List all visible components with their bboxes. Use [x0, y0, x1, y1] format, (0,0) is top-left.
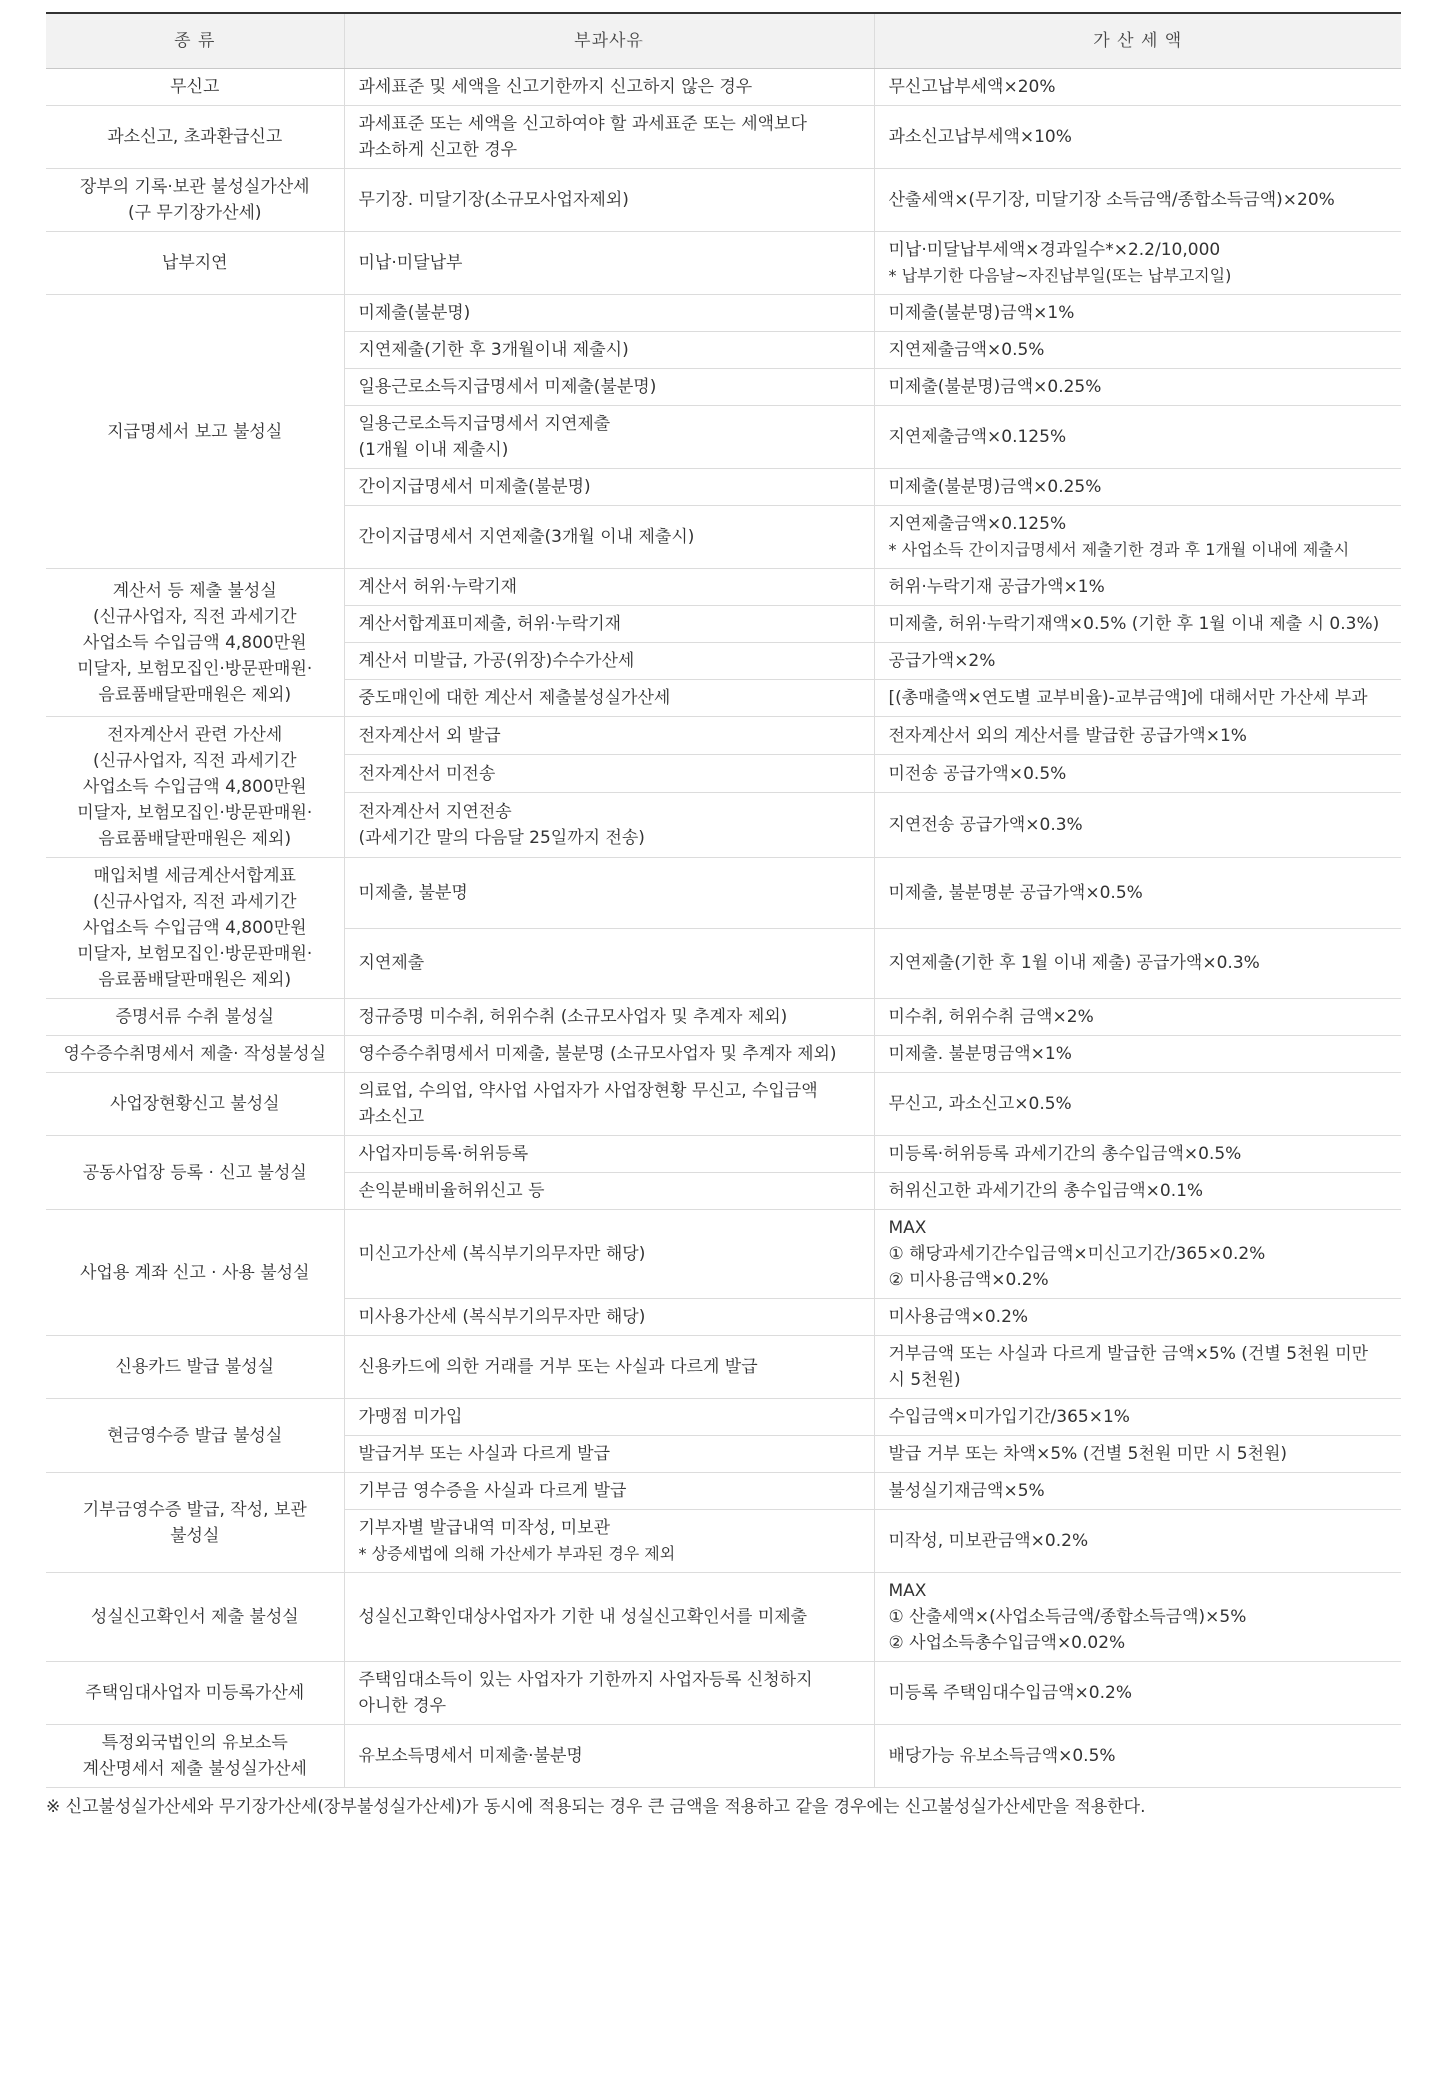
category-cell: [46, 295, 344, 569]
text-line: 무신고납부세액×20%: [888, 77, 1056, 97]
amount-cell: [874, 680, 1401, 717]
text-line: 손익분배비율허위신고 등: [358, 1181, 545, 1201]
reason-cell: [344, 680, 874, 717]
text-line: 주택임대사업자 미등록가산세: [85, 1683, 305, 1703]
text-line: 수입금액×미가입기간/365×1%: [888, 1407, 1130, 1427]
text-line: 영수증수취명세서 미제출, 불분명 (소규모사업자 및 추계자 제외): [358, 1044, 837, 1064]
text-line: ② 미사용금액×0.2%: [888, 1270, 1049, 1290]
amount-cell: [874, 1573, 1401, 1662]
table-header-row: [46, 13, 1401, 69]
table-row: [46, 69, 1401, 106]
text-line: 성실신고확인대상사업자가 기한 내 성실신고확인서를 미제출: [358, 1607, 808, 1627]
table-row: [46, 295, 1401, 332]
reason-cell: [344, 332, 874, 369]
reason-cell: [344, 793, 874, 858]
text-line: 미수취, 허위수취 금액×2%: [888, 1007, 1094, 1027]
text-line: 미제출, 허위·누락기재액×0.5% (기한 후 1월 이내 제출 시 0.3%): [888, 614, 1380, 634]
text-line: 계산서합계표미제출, 허위·누락기재: [358, 614, 622, 634]
category-cell: [46, 169, 344, 232]
header-reason: 부과사유: [344, 13, 874, 69]
category-cell: [46, 717, 344, 858]
amount-cell: [874, 793, 1401, 858]
table-body: [46, 69, 1401, 1788]
note-line: * 납부기한 다음날~자진납부일(또는 납부고지일): [888, 266, 1232, 285]
table-row: [46, 1662, 1401, 1725]
category-cell: [46, 569, 344, 717]
note-line: * 사업소득 간이지급명세서 제출기한 경과 후 1개월 이내에 제출시: [888, 540, 1350, 559]
category-cell: [46, 1662, 344, 1725]
amount-cell: [874, 1510, 1401, 1573]
text-line: 미제출, 불분명: [358, 882, 468, 903]
text-line: 과세표준 및 세액을 신고기한까지 신고하지 않은 경우: [358, 77, 753, 97]
reason-cell: [344, 1173, 874, 1210]
text-line: 공급가액×2%: [888, 651, 996, 671]
reason-cell: [344, 928, 874, 999]
reason-cell: [344, 717, 874, 755]
text-line: 미제출(불분명)금액×0.25%: [888, 477, 1102, 497]
text-line: 지연제출금액×0.5%: [888, 340, 1045, 360]
text-line: 과세표준 또는 세액을 신고하여야 할 과세표준 또는 세액보다 과소하게 신고한 경우: [358, 114, 807, 160]
reason-cell: [344, 858, 874, 929]
reason-cell: [344, 1473, 874, 1510]
amount-cell: [874, 1299, 1401, 1336]
text-line: 지연제출금액×0.125%: [888, 514, 1067, 534]
text-line: 지연제출금액×0.125%: [888, 427, 1067, 447]
text-line: 미납·미달납부세액×경과일수*×2.2/10,000: [888, 240, 1221, 260]
reason-cell: [344, 1336, 874, 1399]
amount-cell: [874, 1336, 1401, 1399]
text-line: 미제출, 불분명분 공급가액×0.5%: [888, 882, 1143, 903]
reason-cell: [344, 1036, 874, 1073]
amount-cell: [874, 1173, 1401, 1210]
text-line: MAX: [888, 1218, 927, 1238]
reason-cell: [344, 406, 874, 469]
amount-cell: [874, 506, 1401, 569]
text-line: MAX: [888, 1581, 927, 1601]
category-cell: [46, 1725, 344, 1788]
table-row: [46, 1336, 1401, 1399]
table-row: [46, 858, 1401, 929]
amount-cell: [874, 295, 1401, 332]
table-row: [46, 1573, 1401, 1662]
text-line: 무신고, 과소신고×0.5%: [888, 1094, 1072, 1114]
table-row: [46, 1725, 1401, 1788]
text-line: 지연전송 공급가액×0.3%: [888, 815, 1083, 836]
text-line: 미신고가산세 (복식부기의무자만 해당): [358, 1244, 646, 1264]
reason-cell: [344, 1210, 874, 1299]
text-line: 불성실기재금액×5%: [888, 1481, 1045, 1501]
category-cell: [46, 1136, 344, 1210]
table-row: [46, 1036, 1401, 1073]
reason-cell: [344, 69, 874, 106]
amount-cell: [874, 1725, 1401, 1788]
text-line: 발급 거부 또는 차액×5% (건별 5천원 미만 시 5천원): [888, 1444, 1288, 1464]
table-row: [46, 232, 1401, 295]
amount-cell: [874, 406, 1401, 469]
text-line: 미제출(불분명)금액×1%: [888, 303, 1075, 323]
category-cell: [46, 999, 344, 1036]
amount-cell: [874, 999, 1401, 1036]
text-line: 미납·미달납부: [358, 253, 463, 273]
reason-cell: [344, 169, 874, 232]
category-cell: [46, 1473, 344, 1573]
text-line: 거부금액 또는 사실과 다르게 발급한 금액×5% (건별 5천원 미만 시 5천원): [888, 1344, 1369, 1390]
table-row: [46, 1136, 1401, 1173]
reason-cell: [344, 469, 874, 506]
reason-cell: [344, 999, 874, 1036]
category-cell: [46, 1036, 344, 1073]
text-line: 주택임대소득이 있는 사업자가 기한까지 사업자등록 신청하지 아니한 경우: [358, 1670, 813, 1716]
reason-cell: [344, 606, 874, 643]
text-line: 유보소득명세서 미제출·불분명: [358, 1746, 583, 1766]
text-line: 전자계산서 관련 가산세: [107, 725, 283, 745]
text-line: 지급명세서 보고 불성실: [107, 421, 283, 442]
text-line: 사업용 계좌 신고 · 사용 불성실: [80, 1262, 310, 1283]
text-line: 발급거부 또는 사실과 다르게 발급: [358, 1444, 611, 1464]
text-line: 미제출(불분명): [358, 303, 471, 323]
text-line: 현금영수증 발급 불성실: [107, 1425, 283, 1446]
text-line: 계산서 미발급, 가공(위장)수수가산세: [358, 651, 635, 671]
text-line: 간이지급명세서 지연제출(3개월 이내 제출시): [358, 527, 695, 547]
text-line: 산출세액×(무기장, 미달기장 소득금액/종합소득금액)×20%: [888, 190, 1335, 210]
text-line: 미작성, 미보관금액×0.2%: [888, 1531, 1089, 1551]
text-line: (구 무기장가산세): [127, 203, 262, 223]
text-line: 전자계산서 미전송: [358, 763, 496, 784]
amount-cell: [874, 1399, 1401, 1436]
text-line: 지연제출(기한 후 3개월이내 제출시): [358, 340, 629, 360]
reason-cell: [344, 295, 874, 332]
text-line: 간이지급명세서 미제출(불분명): [358, 477, 591, 497]
header-amount: 가 산 세 액: [874, 13, 1401, 69]
amount-cell: [874, 232, 1401, 295]
amount-cell: [874, 1036, 1401, 1073]
text-line: 과소신고납부세액×10%: [888, 127, 1072, 147]
note-line: * 상증세법에 의해 가산세가 부과된 경우 제외: [358, 1544, 676, 1563]
text-line: ② 사업소득총수입금액×0.02%: [888, 1633, 1126, 1653]
reason-cell: [344, 1436, 874, 1473]
footer-note: ※ 신고불성실가산세와 무기장가산세(장부불성실가산세)가 동시에 적용되는 경우 큰 금액을 적용하고 같을 경우에는 신고불성실가산세만을 적용한다.: [46, 1797, 1146, 1817]
text-line: 일용근로소득지급명세서 지연제출: [358, 414, 611, 434]
amount-cell: [874, 332, 1401, 369]
text-line: 무기장. 미달기장(소규모사업자제외): [358, 190, 629, 210]
text-line: 기부금 영수증을 사실과 다르게 발급: [358, 1481, 627, 1501]
text-line: 전자계산서 외의 계산서를 발급한 공급가액×1%: [888, 725, 1247, 746]
text-line: 무신고: [170, 77, 220, 97]
text-line: 사업자미등록·허위등록: [358, 1144, 529, 1164]
amount-cell: [874, 469, 1401, 506]
text-line: 정규증명 미수취, 허위수취 (소규모사업자 및 추계자 제외): [358, 1007, 788, 1027]
header-category: 종 류: [46, 13, 344, 69]
text-line: 허위·누락기재 공급가액×1%: [888, 577, 1105, 597]
text-line: 미전송 공급가액×0.5%: [888, 763, 1067, 784]
text-line: 영수증수취명세서 제출· 작성불성실: [63, 1044, 327, 1064]
text-line: 미등록 주택임대수입금액×0.2%: [888, 1683, 1132, 1703]
category-cell: [46, 106, 344, 169]
text-line: 기부자별 발급내역 미작성, 미보관: [358, 1518, 611, 1538]
text-line: 성실신고확인서 제출 불성실: [90, 1607, 299, 1627]
category-cell: [46, 1399, 344, 1473]
table-row: [46, 1210, 1401, 1299]
table-row: [46, 169, 1401, 232]
text-line: (신규사업자, 직전 과세기간 사업소득 수입금액 4,800만원 미달자, 보험모집인·방문판매원·음료품배달판매원은 제외): [77, 892, 313, 990]
table-row: [46, 106, 1401, 169]
text-line: 지연제출: [358, 953, 425, 974]
category-cell: [46, 1210, 344, 1336]
reason-cell: [344, 1725, 874, 1788]
amount-cell: [874, 717, 1401, 755]
text-line: 사업장현황신고 불성실: [109, 1094, 280, 1114]
reason-cell: [344, 1573, 874, 1662]
reason-cell: [344, 643, 874, 680]
reason-cell: [344, 1136, 874, 1173]
reason-cell: [344, 755, 874, 793]
text-line: 공동사업장 등록 · 신고 불성실: [82, 1162, 307, 1183]
text-line: 미제출(불분명)금액×0.25%: [888, 377, 1102, 397]
amount-cell: [874, 106, 1401, 169]
table-row: [46, 999, 1401, 1036]
text-line: [(총매출액×연도별 교부비율)-교부금액]에 대해서만 가산세 부과: [888, 688, 1368, 708]
table-row: [46, 1073, 1401, 1136]
text-line: (신규사업자, 직전 과세기간 사업소득 수입금액 4,800만원 미달자, 보험모집인·방문판매원·음료품배달판매원은 제외): [77, 606, 313, 705]
table-row: [46, 717, 1401, 755]
amount-cell: [874, 1436, 1401, 1473]
text-line: 특정외국법인의 유보소득 계산명세서 제출 불성실가산세: [82, 1733, 307, 1779]
category-cell: [46, 1073, 344, 1136]
amount-cell: [874, 1136, 1401, 1173]
amount-cell: [874, 928, 1401, 999]
amount-cell: [874, 1210, 1401, 1299]
amount-cell: [874, 569, 1401, 606]
reason-cell: [344, 106, 874, 169]
amount-cell: [874, 69, 1401, 106]
category-cell: [46, 232, 344, 295]
text-line: 계산서 허위·누락기재: [358, 577, 518, 597]
reason-cell: [344, 1662, 874, 1725]
text-line: 지연제출(기한 후 1월 이내 제출) 공급가액×0.3%: [888, 953, 1260, 974]
text-line: 배당가능 유보소득금액×0.5%: [888, 1746, 1116, 1766]
text-line: 의료업, 수의업, 약사업 사업자가 사업장현황 무신고, 수입금액 과소신고: [358, 1081, 818, 1127]
text-line: 기부금영수증 발급, 작성, 보관 불성실: [82, 1499, 307, 1546]
amount-cell: [874, 1662, 1401, 1725]
amount-cell: [874, 858, 1401, 929]
tax-penalty-document: [46, 12, 1401, 1820]
category-cell: [46, 858, 344, 999]
reason-cell: [344, 1510, 874, 1573]
text-line: 미등록·허위등록 과세기간의 총수입금액×0.5%: [888, 1144, 1242, 1164]
amount-cell: [874, 369, 1401, 406]
text-line: ① 산출세액×(사업소득금액/종합소득금액)×5%: [888, 1607, 1247, 1627]
reason-cell: [344, 232, 874, 295]
reason-cell: [344, 369, 874, 406]
amount-cell: [874, 1073, 1401, 1136]
text-line: 미사용금액×0.2%: [888, 1307, 1029, 1327]
reason-cell: [344, 1299, 874, 1336]
text-line: (과세기간 말의 다음달 25일까지 전송): [358, 828, 645, 849]
text-line: 미사용가산세 (복식부기의무자만 해당): [358, 1307, 646, 1327]
amount-cell: [874, 606, 1401, 643]
text-line: 납부지연: [161, 253, 228, 273]
text-line: 전자계산서 지연전송: [358, 802, 512, 823]
table-row: [46, 569, 1401, 606]
penalty-table: [46, 12, 1401, 1788]
text-line: 미제출. 불분명금액×1%: [888, 1044, 1072, 1064]
text-line: 신용카드에 의한 거래를 거부 또는 사실과 다르게 발급: [358, 1357, 758, 1377]
text-line: 매입처별 세금계산서합계표: [93, 866, 296, 886]
text-line: 계산서 등 제출 불성실: [112, 580, 277, 601]
reason-cell: [344, 1073, 874, 1136]
reason-cell: [344, 506, 874, 569]
text-line: 증명서류 수취 불성실: [115, 1007, 275, 1027]
text-line: 중도매인에 대한 계산서 제출불성실가산세: [358, 688, 671, 708]
amount-cell: [874, 755, 1401, 793]
amount-cell: [874, 643, 1401, 680]
text-line: 전자계산서 외 발급: [358, 725, 501, 746]
category-cell: [46, 1336, 344, 1399]
table-row: [46, 1473, 1401, 1510]
text-line: 장부의 기록·보관 불성실가산세: [79, 177, 310, 197]
text-line: ① 해당과세기간수입금액×미신고기간/365×0.2%: [888, 1244, 1266, 1264]
category-cell: [46, 69, 344, 106]
text-line: 가맹점 미가입: [358, 1407, 463, 1427]
text-line: 과소신고, 초과환급신고: [107, 127, 283, 147]
category-cell: [46, 1573, 344, 1662]
reason-cell: [344, 1399, 874, 1436]
text-line: 일용근로소득지급명세서 미제출(불분명): [358, 377, 657, 397]
amount-cell: [874, 169, 1401, 232]
reason-cell: [344, 569, 874, 606]
table-row: [46, 1399, 1401, 1436]
text-line: (신규사업자, 직전 과세기간 사업소득 수입금액 4,800만원 미달자, 보험모집인·방문판매원·음료품배달판매원은 제외): [77, 751, 313, 849]
text-line: 허위신고한 과세기간의 총수입금액×0.1%: [888, 1181, 1204, 1201]
text-line: (1개월 이내 제출시): [358, 440, 509, 460]
amount-cell: [874, 1473, 1401, 1510]
text-line: 신용카드 발급 불성실: [115, 1357, 275, 1377]
